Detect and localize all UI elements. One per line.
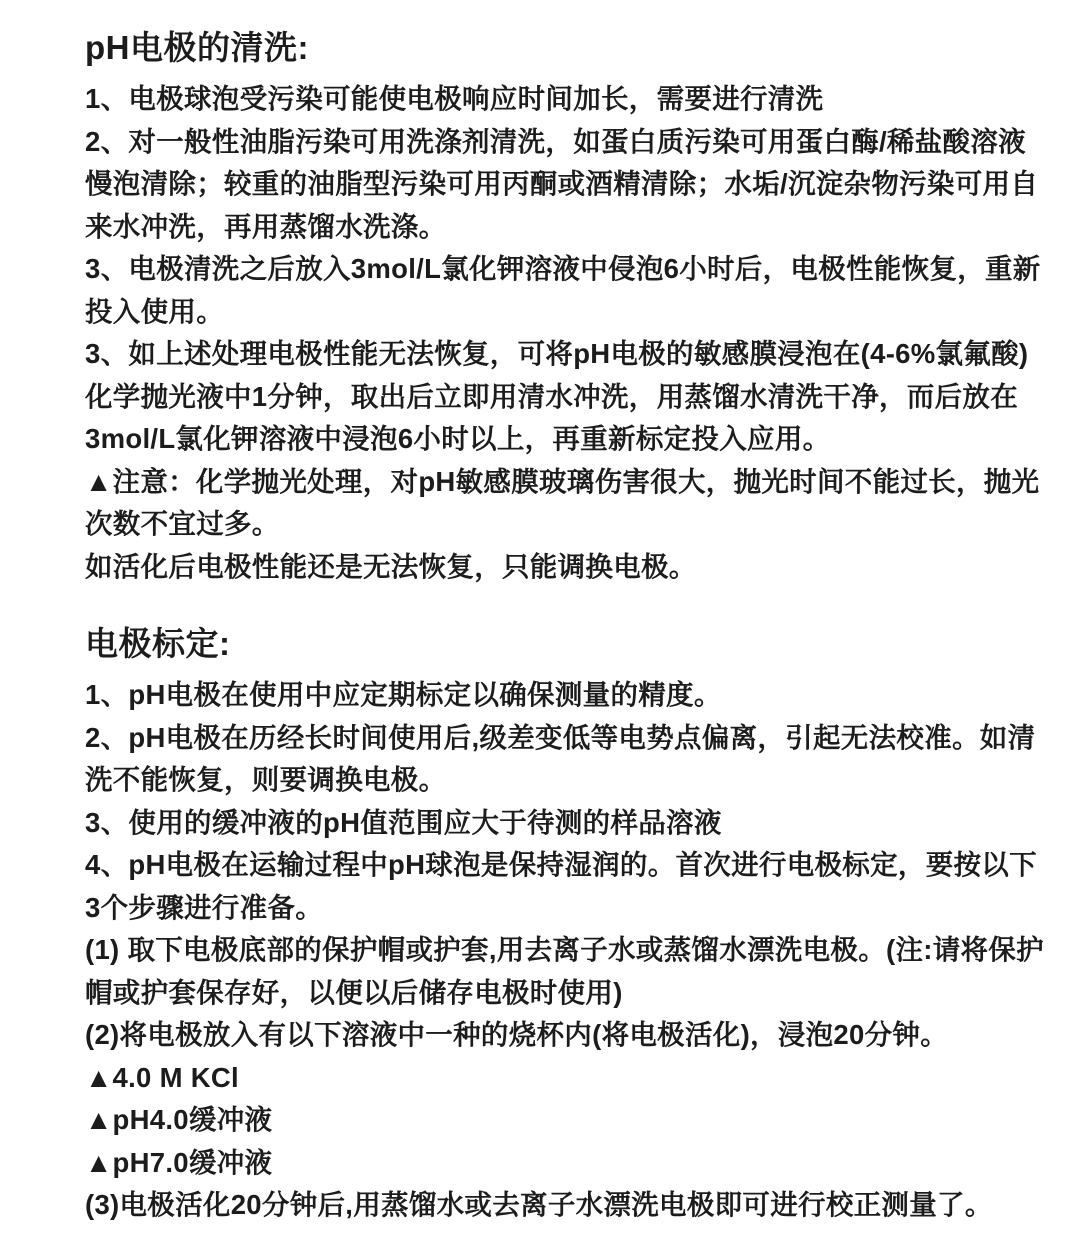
text-line: (3)电极活化20分钟后,用蒸馏水或去离子水漂洗电极即可进行校正测量了。: [85, 1189, 993, 1220]
section-calibration: [85, 624, 1044, 1227]
text-line: (1) 取下电极底部的保护帽或护套,用去离子水或蒸馏水漂洗电极。(注:请将保护: [85, 934, 1044, 965]
text-line: (2)将电极放入有以下溶液中一种的烧杯内(将电极活化)，浸泡20分钟。: [85, 1019, 949, 1050]
text-line: 帽或护套保存好，以便以后储存电极时使用): [85, 976, 623, 1008]
text-line: 来水冲洗，再用蒸馏水洗涤。: [85, 210, 447, 242]
text-line: 3、电极清洗之后放入3mol/L氯化钾溶液中侵泡6小时后，电极性能恢复，重新: [85, 253, 1041, 284]
text-line: 3、使用的缓冲液的pH值范围应大于待测的样品溶液: [85, 806, 722, 838]
section-cleaning: [85, 28, 1041, 588]
section-heading-calibration: 电极标定:: [85, 625, 231, 662]
text-line: 4、pH电极在运输过程中pH球泡是保持湿润的。首次进行电极标定，要按以下: [85, 849, 1037, 880]
text-line: 1、pH电极在使用中应定期标定以确保测量的精度。: [85, 679, 722, 710]
text-line: 2、对一般性油脂污染可用洗涤剂清洗，如蛋白质污染可用蛋白酶/稀盐酸溶液: [85, 125, 1026, 157]
text-line: 3个步骤进行准备。: [85, 891, 323, 923]
text-line: 投入使用。: [85, 295, 224, 327]
text-line: 如活化后电极性能还是无法恢复，只能调换电极。: [85, 550, 697, 582]
text-line: 化学抛光液中1分钟，取出后立即用清水冲洗，用蒸馏水清洗干净，而后放在: [85, 380, 1018, 412]
text-line-bullet-ph7: ▲pH7.0缓冲液: [85, 1146, 273, 1178]
text-line: 1、电极球泡受污染可能使电极响应时间加长，需要进行清洗: [85, 83, 824, 114]
text-line: 2、pH电极在历经长时间使用后,级差变低等电势点偏离，引起无法校准。如清: [85, 721, 1036, 753]
text-line: 3、如上述处理电极性能无法恢复，可将pH电极的敏感膜浸泡在(4-6%氯氟酸): [85, 338, 1029, 369]
text-line-bullet-ph4: ▲pH4.0缓冲液: [85, 1104, 273, 1135]
text-line: 次数不宜过多。: [85, 508, 280, 539]
text-line: 3mol/L氯化钾溶液中浸泡6小时以上，再重新标定投入应用。: [85, 423, 831, 454]
section-heading-cleaning: pH电极的清洗:: [85, 29, 309, 66]
text-line: 洗不能恢复，则要调换电极。: [85, 764, 447, 795]
text-line-bullet-kcl: ▲4.0 M KCl: [85, 1061, 239, 1093]
text-line-notice: ▲注意：化学抛光处理，对pH敏感膜玻璃伤害很大，抛光时间不能过长，抛光: [85, 465, 1040, 497]
text-line: 慢泡清除；较重的油脂型污染可用丙酮或酒精清除；水垢/沉淀杂物污染可用自: [85, 168, 1039, 199]
